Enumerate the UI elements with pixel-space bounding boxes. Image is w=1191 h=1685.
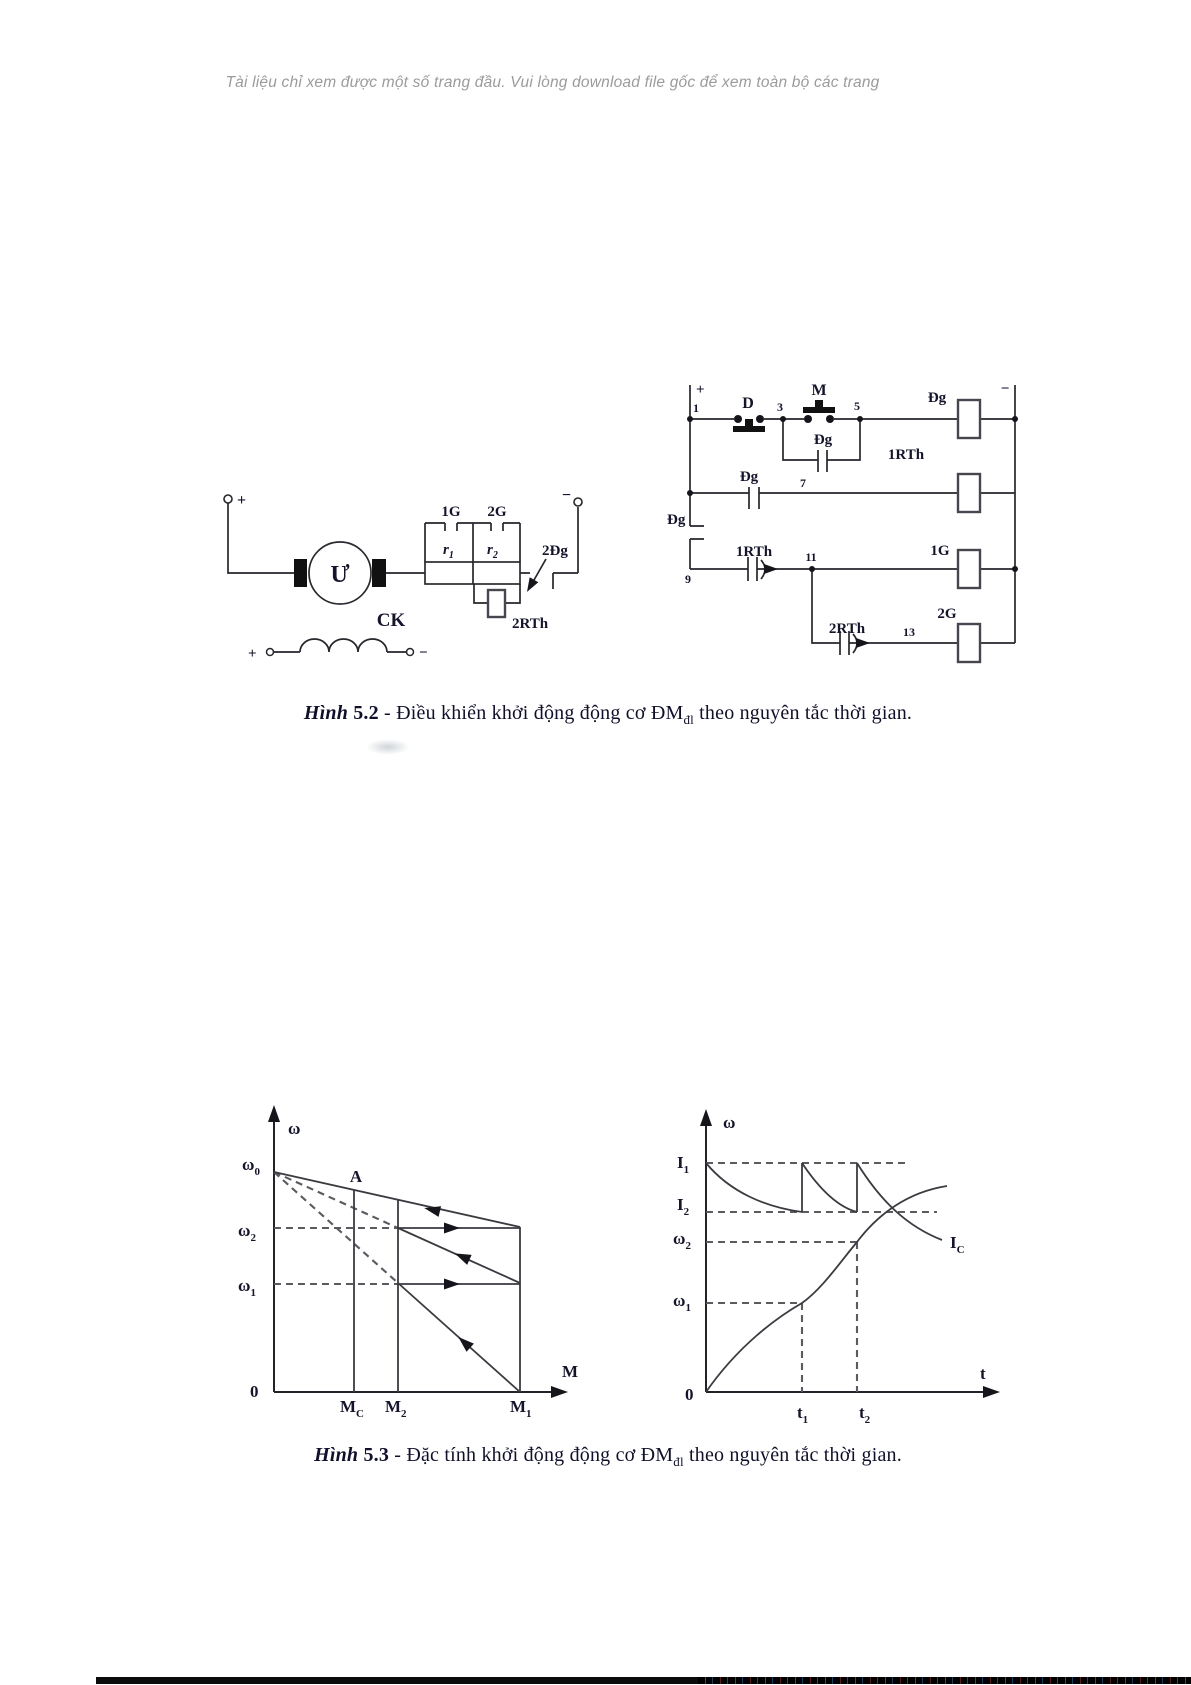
power-circuit [224, 487, 582, 662]
minus-terminal [574, 498, 582, 506]
m2-tick-label: $M_2$ [385, 1397, 407, 1420]
y-axis-label: ω [288, 1119, 301, 1138]
coil-dg [958, 400, 980, 438]
contact-2dg [523, 543, 569, 594]
node-11-label: 11 [805, 550, 817, 564]
bottom-scan-bar [96, 1677, 1191, 1684]
caption-52-number: 5.2 [353, 702, 379, 724]
node-13-label: 13 [903, 625, 915, 639]
contact-dg-strokes [749, 487, 759, 509]
caption-52-sub: đl [683, 712, 694, 727]
m1-tick-label: $M_1$ [510, 1397, 532, 1420]
coil-1rth [958, 474, 980, 512]
contact-2rth [829, 621, 870, 655]
plus-terminal-label: + [237, 492, 247, 509]
field-winding [248, 610, 428, 662]
junction-dot [687, 490, 693, 496]
caption-53-figword: Hình [314, 1444, 359, 1466]
caption-52-figword: Hình [303, 702, 349, 724]
seal-contact-strokes [818, 450, 827, 472]
caption-53-tail: theo nguyên tắc thời gian. [683, 1444, 902, 1466]
omega2-tick-label: $\omega_2$ [673, 1229, 691, 1252]
point-a-label: A [349, 1167, 363, 1186]
start-button [803, 382, 835, 423]
node-3-label: 3 [777, 400, 783, 414]
coil-2g [958, 624, 980, 662]
omega2-tick-label: $\omega_2$ [238, 1221, 256, 1244]
contact-2dg-label: 2Đg [542, 543, 568, 559]
y-axis-arrow [268, 1105, 280, 1122]
stop-button-contact [756, 415, 764, 423]
contact-dg-label: Đg [739, 469, 759, 485]
origin-label: 0 [685, 1385, 694, 1404]
x-axis-arrow [983, 1386, 1000, 1398]
omega-m-chart [238, 1105, 578, 1420]
natural-characteristic [274, 1172, 520, 1227]
coil-dg-label: Đg [927, 390, 947, 406]
node-7-label: 7 [800, 476, 806, 490]
characteristic-2-dashed [274, 1172, 398, 1228]
junction-dot [809, 566, 815, 572]
field-coil [300, 639, 387, 652]
start-button-stem [815, 400, 823, 407]
control-circuit [667, 381, 1018, 662]
caption-52-sep: - [384, 702, 391, 724]
seal-contact-label: Đg [813, 432, 833, 448]
caption-53-body: Đặc tính khởi động động cơ ĐM [406, 1444, 674, 1466]
junction-dot [780, 416, 786, 422]
brush-right [372, 559, 386, 587]
omega1-tick-label: $\omega_1$ [238, 1276, 256, 1299]
node-5-label: 5 [854, 399, 860, 413]
plus-terminal [224, 495, 232, 503]
bottom-scan-bar-speckles [698, 1677, 1191, 1684]
stop-button-label: D [742, 395, 754, 412]
speed-curve [706, 1186, 947, 1392]
omega0-tick-label: $\omega_0$ [242, 1155, 260, 1178]
contact-1rth-arrow [764, 564, 778, 574]
field-minus-label: − [419, 645, 428, 661]
stop-button-bar [733, 426, 765, 432]
contact-1g-label: 1G [441, 504, 461, 520]
relay-2rth-label: 2RTh [512, 616, 549, 632]
coil-1g [958, 550, 980, 588]
resistor-r1-label: $r_1$ [443, 542, 454, 561]
relay-2rth-coil [488, 590, 505, 617]
coil-2g-label: 2G [937, 606, 957, 622]
caption-53-sep: - [394, 1444, 402, 1466]
junction-dot [1012, 566, 1018, 572]
node-9-label: 9 [685, 572, 691, 586]
omega-t-chart [673, 1109, 1000, 1426]
contact-2g-label: 2G [487, 504, 507, 520]
contact-2rth-label: 2RTh [828, 621, 866, 637]
y-axis-arrow [700, 1109, 712, 1126]
i2-tick-label: $I_2$ [677, 1195, 690, 1218]
contact-dg-row2 [740, 469, 759, 509]
junction-dot [1012, 416, 1018, 422]
ic-curve-label: $I_C$ [950, 1233, 965, 1256]
stop-button [733, 395, 765, 432]
minus-terminal-label: − [561, 487, 571, 504]
brush-left [294, 559, 307, 587]
trajectory-arrow [444, 1223, 460, 1234]
stop-button-contact [734, 415, 742, 423]
coil-1g-label: 1G [930, 543, 950, 559]
trajectory-arrow [423, 1203, 441, 1217]
start-button-bar [803, 407, 835, 413]
contact-1rth-label: 1RTh [735, 544, 773, 560]
field-terminal-right [407, 649, 414, 656]
trajectory-arrow [444, 1279, 460, 1290]
junction-dot [857, 416, 863, 422]
coil-1rth-label: 1RTh [887, 447, 925, 463]
caption-53-sub: đl [673, 1454, 684, 1469]
figure-5-3 [200, 1020, 1010, 1435]
figure-5-3-caption [25, 1444, 1191, 1470]
contact-2rth-arrow [856, 638, 870, 648]
x-axis-arrow [551, 1386, 568, 1398]
armature-label: Ư [330, 562, 350, 588]
x-axis-label: t [980, 1364, 986, 1383]
seal-contact-dg [814, 432, 833, 472]
control-minus-label: − [1000, 381, 1010, 397]
mc-tick-label: $M_C$ [340, 1397, 364, 1420]
contact-2dg-arrow [523, 577, 539, 594]
junction-dot [687, 416, 693, 422]
start-button-contact [826, 415, 834, 423]
t1-tick-label: $t_1$ [797, 1403, 809, 1426]
rail-contact-dg-label: Đg [667, 512, 686, 528]
figure-5-2 [190, 340, 1040, 680]
x-axis-label: M [562, 1362, 579, 1381]
start-button-contact [804, 415, 812, 423]
caption-52-tail: theo nguyên tắc thời gian. [693, 702, 913, 724]
relay-2rth [474, 584, 549, 632]
y-axis-label: ω [723, 1113, 736, 1132]
scan-smudge [366, 739, 410, 755]
figure-5-2-caption [25, 702, 1191, 728]
contact-1rth [736, 544, 778, 581]
node-1-label: 1 [693, 401, 699, 415]
header-note: Tài liệu chỉ xem được một số trang đầu. Vui lòng download file gốc để xem toàn bộ các trang [225, 74, 880, 91]
field-winding-label: CK [376, 610, 406, 631]
starting-resistor [425, 504, 520, 584]
i1-tick-label: $I_1$ [677, 1153, 690, 1176]
resistor-r2-label: $r_2$ [487, 542, 498, 561]
current-curve [706, 1163, 942, 1240]
trajectory-arrow [453, 1248, 472, 1265]
field-terminal-left [267, 649, 274, 656]
t2-tick-label: $t_2$ [859, 1403, 871, 1426]
origin-label: 0 [250, 1382, 259, 1401]
control-plus-label: + [696, 382, 705, 398]
omega1-tick-label: $\omega_1$ [673, 1291, 691, 1314]
stop-button-stem [745, 419, 753, 426]
caption-52-body: Điều khiển khởi động động cơ ĐM [396, 702, 684, 724]
caption-53-number: 5.3 [363, 1444, 390, 1466]
start-button-label: M [811, 382, 827, 399]
field-plus-label: + [248, 646, 257, 662]
